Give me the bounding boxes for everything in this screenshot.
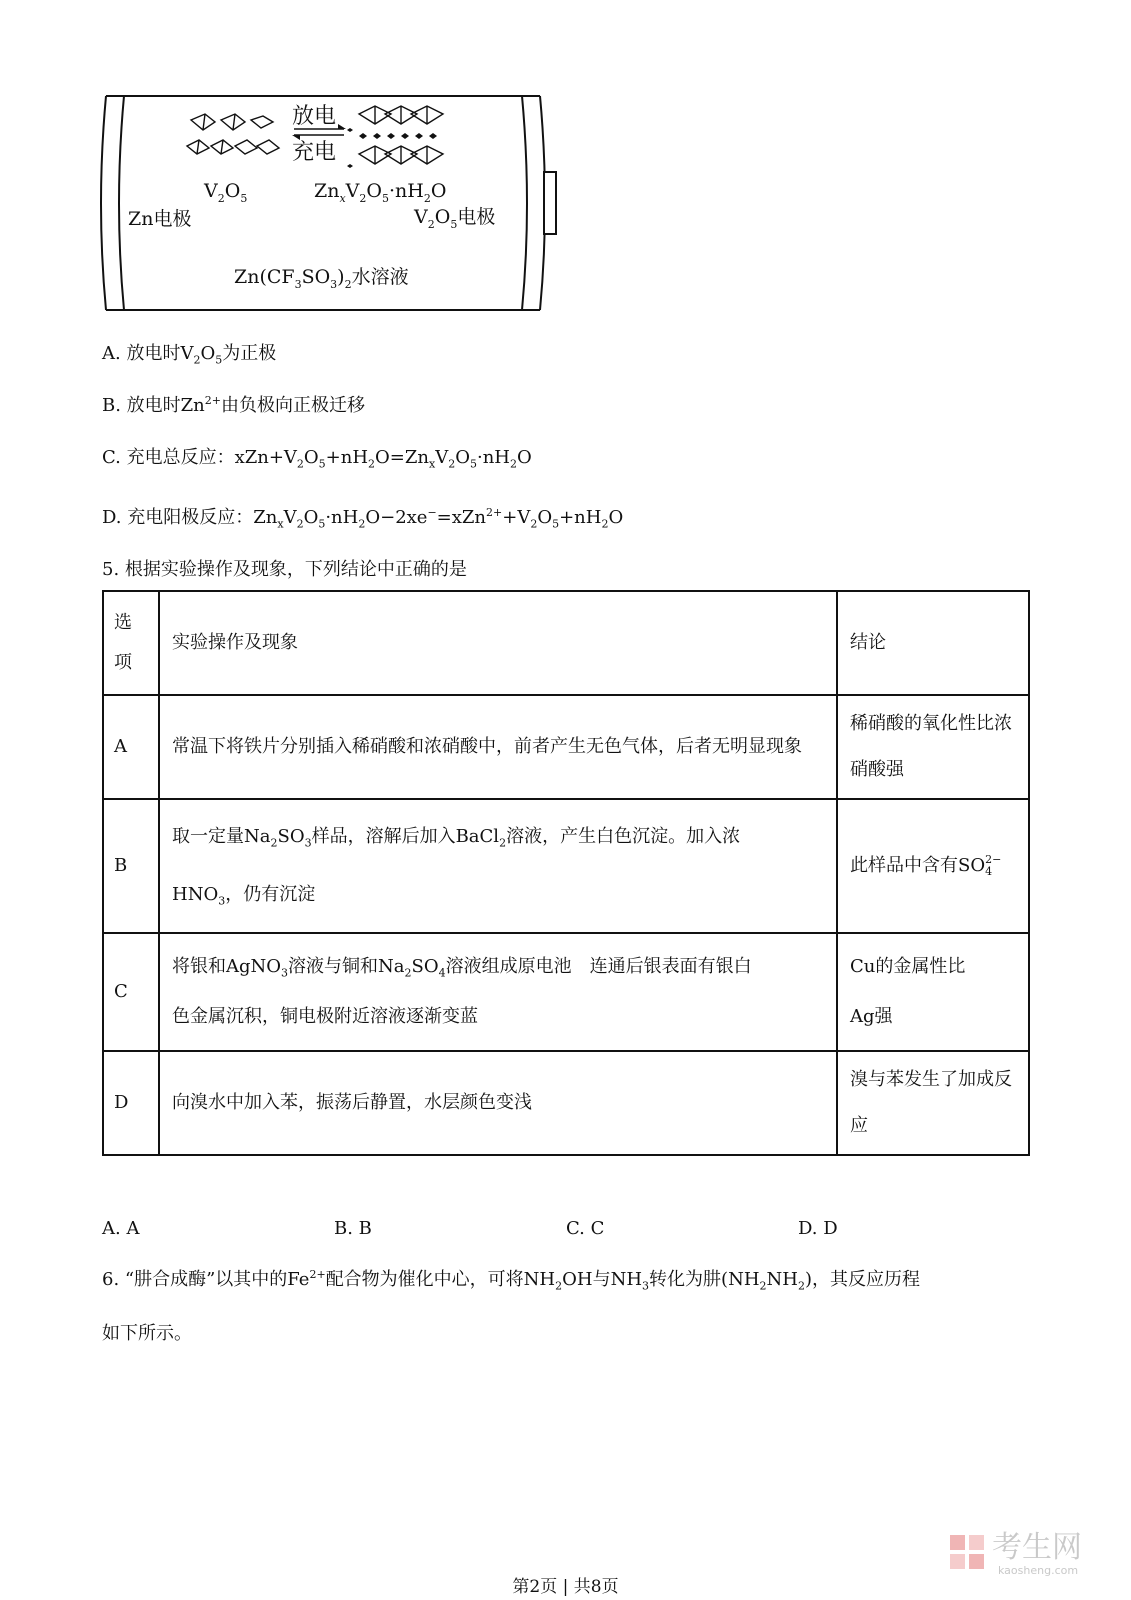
row-a-conclusion: 稀硝酸的氧化性比浓硝酸强: [837, 695, 1029, 799]
row-d-conclusion: 溴与苯发生了加成反应: [837, 1051, 1029, 1155]
page-footer: 第2页 | 共8页: [512, 1577, 619, 1597]
watermark-url: kaosheng.com: [998, 1564, 1079, 1577]
znx-v2o5-crystal-icon: [345, 100, 455, 172]
table-row: [103, 933, 1029, 1051]
q6-stem-line1: 6. “肼合成酶”以其中的$Fe^{2+}$配合物为催化中心，可将$NH_2OH$与$NH_3$转化为肼$(NH_2NH_2)$，其反应历程: [102, 1268, 921, 1293]
table-header-row: [103, 591, 1029, 695]
table-row: [103, 695, 1029, 799]
v2o5-label: $V_2O_5$: [204, 180, 248, 205]
q6-stem-line2: 如下所示。: [102, 1323, 192, 1344]
row-d-option: D: [103, 1051, 159, 1155]
kaosheng-logo-icon: [948, 1533, 988, 1573]
choice-d: D. D: [798, 1218, 838, 1239]
choice-a: A. A: [102, 1218, 140, 1239]
choice-c: C. C: [566, 1218, 605, 1239]
header-operation: 实验操作及现象: [159, 591, 837, 695]
table-row: [103, 799, 1029, 933]
zn-electrode-label: Zn电极: [128, 208, 192, 230]
q5-table: [102, 590, 1030, 1156]
watermark-brand: 考生网: [992, 1530, 1082, 1565]
charge-label: 充电: [292, 140, 337, 165]
q5-stem: 5. 根据实验操作及现象，下列结论中正确的是: [102, 559, 467, 580]
discharge-label: 放电: [292, 104, 337, 129]
q4-option-b: B. 放电时$Zn^{2+}$由负极向正极迁移: [102, 394, 365, 416]
q4-option-d: D. 充电阳极反应：$Zn_xV_2O_5\cdot nH_2O-2xe^-=xZn^{2+}+V_2O_5+nH_2O$: [102, 506, 624, 531]
q4-option-a: A. 放电时$V_2O_5$为正极: [102, 343, 277, 367]
row-c-option: C: [103, 933, 159, 1051]
row-d-operation: 向溴水中加入苯，振荡后静置，水层颜色变浅: [159, 1051, 837, 1155]
table-row: [103, 1051, 1029, 1155]
q4-option-c: C. 充电总反应：$xZn+V_2O_5+nH_2O=Zn_xV_2O_5\cdot nH_2O$: [102, 447, 532, 471]
header-conclusion: 结论: [837, 591, 1029, 695]
row-b-conclusion: 此样品中含有SO 2− 4: [837, 799, 1029, 933]
row-c-operation: 将银和AgNO$_3$溶液与铜和$Na_2SO_4$溶液组成原电池 连通后银表面有银白 色金属沉积，铜电极附近溶液逐渐变蓝: [159, 933, 837, 1051]
row-b-operation: 取一定量$Na_2SO_3$样品，溶解后加入BaCl$_2$溶液，产生白色沉淀。加入浓 $HNO_3$，仍有沉淀: [159, 799, 837, 933]
battery-diagram: [100, 92, 570, 317]
row-a-operation: 常温下将铁片分别插入稀硝酸和浓硝酸中，前者产生无色气体，后者无明显现象: [159, 695, 837, 799]
choice-b: B. B: [334, 1218, 372, 1239]
row-b-option: B: [103, 799, 159, 933]
znx-v2o5-label: $Zn_xV_2O_5\cdot nH_2O$: [314, 180, 447, 205]
header-option: 选项: [103, 591, 159, 695]
row-a-option: A: [103, 695, 159, 799]
electrolyte-label: $Zn(CF_3SO_3)_2$水溶液: [234, 266, 409, 291]
v2o5-crystal-icon: [185, 102, 285, 162]
v2o5-electrode-label: $V_2O_5$电极: [414, 206, 496, 231]
row-c-conclusion: Cu的金属性比 Ag强: [837, 933, 1029, 1051]
